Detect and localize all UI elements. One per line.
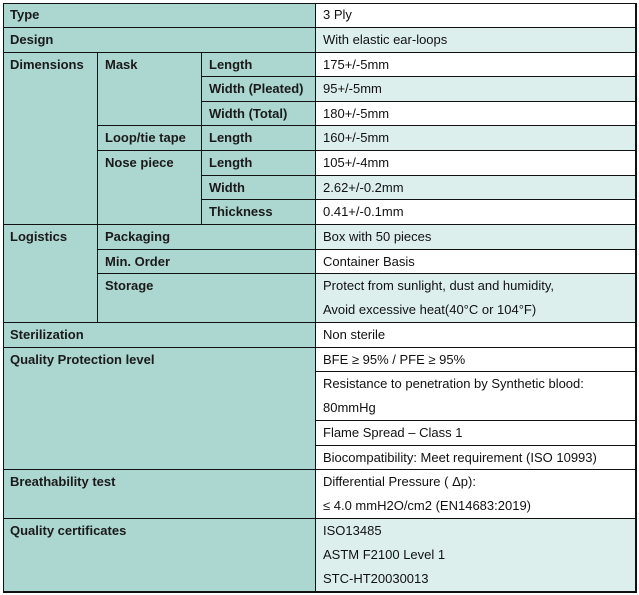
label-sterilization: Sterilization <box>3 323 316 348</box>
label-dimensions: Dimensions <box>3 53 98 225</box>
value-nose-width: 2.62+/-0.2mm <box>316 176 636 200</box>
value-certificates <box>316 519 636 592</box>
label-mask-length: Length <box>202 53 316 77</box>
resistance-line-1: Resistance to penetration by Synthetic blood: <box>323 376 584 391</box>
label-design: Design <box>3 28 316 53</box>
label-nose-thickness: Thickness <box>202 200 316 225</box>
breathability-line-2: ≤ 4.0 mmH2O/cm2 (EN14683:2019) <box>323 498 531 513</box>
storage-line-1: Protect from sunlight, dust and humidity, <box>323 278 554 293</box>
value-mask-length: 175+/-5mm <box>316 53 636 77</box>
label-breathability: Breathability test <box>3 470 316 519</box>
value-flame-spread: Flame Spread – Class 1 <box>316 421 636 446</box>
label-packaging: Packaging <box>98 225 316 250</box>
value-min-order: Container Basis <box>316 250 636 274</box>
label-loop-tape: Loop/tie tape <box>98 126 202 151</box>
label-loop-length: Length <box>202 126 316 151</box>
breathability-line-1: Differential Pressure ( Δp): <box>323 474 476 489</box>
value-mask-width-total: 180+/-5mm <box>316 102 636 126</box>
label-min-order: Min. Order <box>98 250 316 274</box>
value-storage <box>316 274 636 323</box>
storage-line-2: Avoid excessive heat(40°C or 104°F) <box>323 302 537 317</box>
value-type: 3 Ply <box>316 3 636 28</box>
value-biocompatibility: Biocompatibility: Meet requirement (ISO 10993) <box>316 446 636 470</box>
label-certificates: Quality certificates <box>3 519 316 592</box>
label-type: Type <box>3 3 316 28</box>
label-mask-width-pleated: Width (Pleated) <box>202 77 316 102</box>
label-nose-width: Width <box>202 176 316 200</box>
value-bfe: BFE ≥ 95% / PFE ≥ 95% <box>316 348 636 372</box>
resistance-line-2: 80mmHg <box>323 400 376 415</box>
value-breathability <box>316 470 636 519</box>
value-resistance <box>316 372 636 421</box>
label-quality-protection: Quality Protection level <box>3 348 316 470</box>
value-packaging: Box with 50 pieces <box>316 225 636 250</box>
label-mask: Mask <box>98 53 202 126</box>
value-loop-length: 160+/-5mm <box>316 126 636 151</box>
value-nose-thickness: 0.41+/-0.1mm <box>316 200 636 225</box>
label-mask-width-total: Width (Total) <box>202 102 316 126</box>
certificate-2: ASTM F2100 Level 1 <box>323 547 446 562</box>
label-nose-piece: Nose piece <box>98 151 202 225</box>
value-sterilization: Non sterile <box>316 323 636 348</box>
label-logistics: Logistics <box>3 225 98 323</box>
label-nose-length: Length <box>202 151 316 176</box>
value-nose-length: 105+/-4mm <box>316 151 636 176</box>
value-mask-width-pleated: 95+/-5mm <box>316 77 636 102</box>
spec-table <box>3 3 636 592</box>
label-storage: Storage <box>98 274 316 323</box>
value-design: With elastic ear-loops <box>316 28 636 53</box>
certificate-3: STC-HT20030013 <box>323 571 429 586</box>
certificate-1: ISO13485 <box>323 523 382 538</box>
